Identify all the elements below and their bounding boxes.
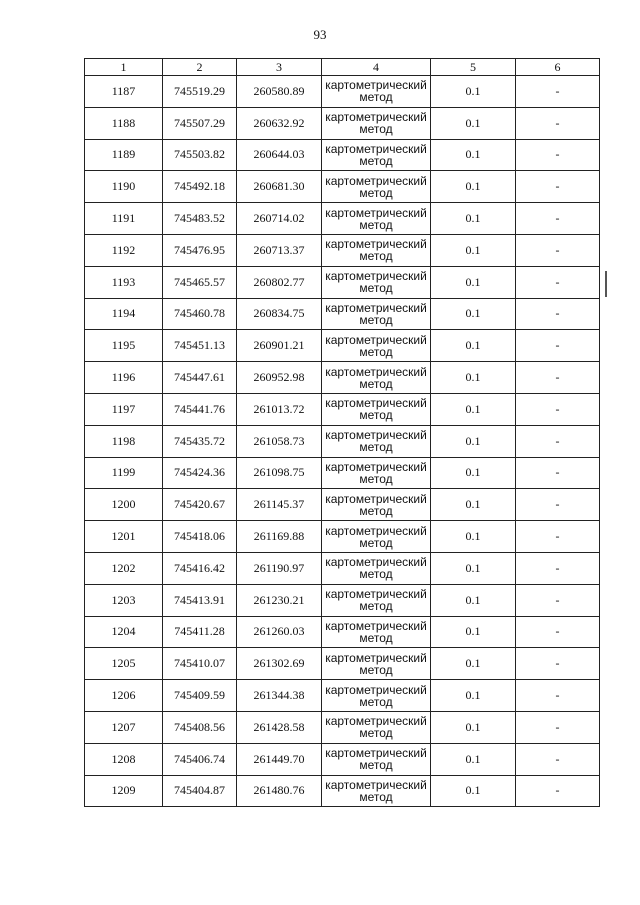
method-line-2: метод (359, 185, 393, 200)
method-line-2: метод (359, 503, 393, 518)
x-coordinate-cell: 745409.59 (163, 680, 237, 712)
table-row (85, 552, 600, 584)
note-cell: - (516, 489, 600, 521)
x-coordinate-cell: 745451.13 (163, 330, 237, 362)
table-row (85, 711, 600, 743)
margin-mark (605, 271, 607, 297)
x-coordinate-cell: 745447.61 (163, 362, 237, 394)
page-number: 93 (313, 27, 327, 42)
accuracy-cell: 0.1 (431, 76, 516, 108)
method-cell (322, 203, 431, 235)
method-cell (322, 552, 431, 584)
method-line-1: картометрический (325, 300, 427, 315)
accuracy-cell: 0.1 (431, 266, 516, 298)
method-line-1: картометрический (325, 269, 427, 284)
method-line-2: метод (359, 758, 393, 773)
table-row (85, 266, 600, 298)
table-row (85, 139, 600, 171)
y-coordinate-cell: 261058.73 (237, 425, 322, 457)
note-cell: - (516, 139, 600, 171)
y-coordinate-cell: 260681.30 (237, 171, 322, 203)
note-cell: - (516, 171, 600, 203)
accuracy-cell: 0.1 (431, 489, 516, 521)
x-coordinate-cell: 745408.56 (163, 711, 237, 743)
y-coordinate-cell: 261344.38 (237, 680, 322, 712)
note-cell: - (516, 266, 600, 298)
method-line-2: метод (359, 217, 393, 232)
header-row (85, 59, 600, 76)
y-coordinate-cell: 260901.21 (237, 330, 322, 362)
method-cell (322, 584, 431, 616)
table-row (85, 743, 600, 775)
y-coordinate-cell: 261230.21 (237, 584, 322, 616)
y-coordinate-cell: 261260.03 (237, 616, 322, 648)
note-cell: - (516, 393, 600, 425)
note-cell: - (516, 743, 600, 775)
y-coordinate-cell: 261169.88 (237, 521, 322, 553)
point-number-cell: 1189 (85, 139, 163, 171)
method-line-1: картометрический (325, 173, 427, 188)
method-cell (322, 393, 431, 425)
table-row (85, 76, 600, 108)
column-header-4: 4 (322, 59, 431, 76)
note-cell: - (516, 203, 600, 235)
method-line-1: картометрический (325, 205, 427, 220)
accuracy-cell: 0.1 (431, 139, 516, 171)
method-line-2: метод (359, 153, 393, 168)
point-number-cell: 1207 (85, 711, 163, 743)
point-number-cell: 1193 (85, 266, 163, 298)
method-cell (322, 362, 431, 394)
accuracy-cell: 0.1 (431, 203, 516, 235)
note-cell: - (516, 107, 600, 139)
method-line-1: картометрический (325, 682, 427, 697)
method-line-1: картометрический (325, 428, 427, 443)
accuracy-cell: 0.1 (431, 552, 516, 584)
method-line-1: картометрический (325, 141, 427, 156)
method-line-1: картометрический (325, 523, 427, 538)
method-line-2: метод (359, 630, 393, 645)
note-cell: - (516, 234, 600, 266)
method-line-1: картометрический (325, 746, 427, 761)
accuracy-cell: 0.1 (431, 616, 516, 648)
table-row (85, 234, 600, 266)
accuracy-cell: 0.1 (431, 107, 516, 139)
method-cell (322, 775, 431, 807)
table-row (85, 362, 600, 394)
method-line-1: картометрический (325, 650, 427, 665)
point-number-cell: 1200 (85, 489, 163, 521)
method-cell (322, 743, 431, 775)
note-cell: - (516, 425, 600, 457)
y-coordinate-cell: 261013.72 (237, 393, 322, 425)
method-line-1: картометрический (325, 777, 427, 792)
note-cell: - (516, 362, 600, 394)
table-row (85, 489, 600, 521)
column-header-6: 6 (516, 59, 600, 76)
note-cell: - (516, 584, 600, 616)
x-coordinate-cell: 745404.87 (163, 775, 237, 807)
point-number-cell: 1198 (85, 425, 163, 457)
method-cell (322, 521, 431, 553)
point-number-cell: 1208 (85, 743, 163, 775)
method-line-2: метод (359, 535, 393, 550)
accuracy-cell: 0.1 (431, 457, 516, 489)
table-row (85, 648, 600, 680)
accuracy-cell: 0.1 (431, 521, 516, 553)
method-line-2: метод (359, 281, 393, 296)
x-coordinate-cell: 745406.74 (163, 743, 237, 775)
accuracy-cell: 0.1 (431, 171, 516, 203)
method-line-2: метод (359, 789, 393, 804)
note-cell: - (516, 521, 600, 553)
method-line-1: картометрический (325, 555, 427, 570)
y-coordinate-cell: 261190.97 (237, 552, 322, 584)
table-row (85, 203, 600, 235)
method-line-2: метод (359, 312, 393, 327)
accuracy-cell: 0.1 (431, 775, 516, 807)
table-row (85, 616, 600, 648)
method-line-1: картометрический (325, 618, 427, 633)
method-line-2: метод (359, 408, 393, 423)
note-cell: - (516, 552, 600, 584)
x-coordinate-cell: 745492.18 (163, 171, 237, 203)
y-coordinate-cell: 261098.75 (237, 457, 322, 489)
method-line-1: картометрический (325, 714, 427, 729)
y-coordinate-cell: 261302.69 (237, 648, 322, 680)
note-cell: - (516, 330, 600, 362)
x-coordinate-cell: 745410.07 (163, 648, 237, 680)
method-cell (322, 298, 431, 330)
method-line-1: картометрический (325, 332, 427, 347)
table-row (85, 521, 600, 553)
method-cell (322, 457, 431, 489)
point-number-cell: 1195 (85, 330, 163, 362)
method-line-2: метод (359, 599, 393, 614)
x-coordinate-cell: 745413.91 (163, 584, 237, 616)
method-cell (322, 107, 431, 139)
accuracy-cell: 0.1 (431, 234, 516, 266)
x-coordinate-cell: 745503.82 (163, 139, 237, 171)
point-number-cell: 1202 (85, 552, 163, 584)
x-coordinate-cell: 745519.29 (163, 76, 237, 108)
y-coordinate-cell: 261449.70 (237, 743, 322, 775)
point-number-cell: 1206 (85, 680, 163, 712)
note-cell: - (516, 711, 600, 743)
table-row (85, 298, 600, 330)
column-header-2: 2 (163, 59, 237, 76)
x-coordinate-cell: 745507.29 (163, 107, 237, 139)
x-coordinate-cell: 745418.06 (163, 521, 237, 553)
method-cell (322, 266, 431, 298)
y-coordinate-cell: 260632.92 (237, 107, 322, 139)
y-coordinate-cell: 261145.37 (237, 489, 322, 521)
note-cell: - (516, 457, 600, 489)
note-cell: - (516, 775, 600, 807)
point-number-cell: 1188 (85, 107, 163, 139)
point-number-cell: 1196 (85, 362, 163, 394)
y-coordinate-cell: 261480.76 (237, 775, 322, 807)
x-coordinate-cell: 745416.42 (163, 552, 237, 584)
table-body (85, 76, 600, 807)
method-line-2: метод (359, 344, 393, 359)
method-line-1: картометрический (325, 396, 427, 411)
method-line-2: метод (359, 90, 393, 105)
table-row (85, 457, 600, 489)
x-coordinate-cell: 745435.72 (163, 425, 237, 457)
point-number-cell: 1191 (85, 203, 163, 235)
y-coordinate-cell: 260952.98 (237, 362, 322, 394)
method-cell (322, 139, 431, 171)
y-coordinate-cell: 260714.02 (237, 203, 322, 235)
table-row (85, 775, 600, 807)
x-coordinate-cell: 745424.36 (163, 457, 237, 489)
method-line-2: метод (359, 567, 393, 582)
x-coordinate-cell: 745460.78 (163, 298, 237, 330)
table-row (85, 330, 600, 362)
point-number-cell: 1199 (85, 457, 163, 489)
method-cell (322, 425, 431, 457)
y-coordinate-cell: 260580.89 (237, 76, 322, 108)
accuracy-cell: 0.1 (431, 362, 516, 394)
note-cell: - (516, 76, 600, 108)
point-number-cell: 1192 (85, 234, 163, 266)
y-coordinate-cell: 260802.77 (237, 266, 322, 298)
accuracy-cell: 0.1 (431, 330, 516, 362)
x-coordinate-cell: 745420.67 (163, 489, 237, 521)
x-coordinate-cell: 745465.57 (163, 266, 237, 298)
method-line-1: картометрический (325, 459, 427, 474)
method-cell (322, 234, 431, 266)
point-number-cell: 1194 (85, 298, 163, 330)
point-number-cell: 1203 (85, 584, 163, 616)
accuracy-cell: 0.1 (431, 680, 516, 712)
point-number-cell: 1205 (85, 648, 163, 680)
method-cell (322, 648, 431, 680)
method-cell (322, 489, 431, 521)
point-number-cell: 1209 (85, 775, 163, 807)
column-header-5: 5 (431, 59, 516, 76)
method-line-2: метод (359, 440, 393, 455)
point-number-cell: 1190 (85, 171, 163, 203)
note-cell: - (516, 680, 600, 712)
table-header (85, 59, 600, 76)
method-cell (322, 680, 431, 712)
note-cell: - (516, 648, 600, 680)
method-line-2: метод (359, 376, 393, 391)
method-cell (322, 711, 431, 743)
table-row (85, 171, 600, 203)
method-line-2: метод (359, 694, 393, 709)
method-line-2: метод (359, 471, 393, 486)
table-row (85, 393, 600, 425)
note-cell: - (516, 616, 600, 648)
table-row (85, 107, 600, 139)
method-line-1: картометрический (325, 587, 427, 602)
method-line-2: метод (359, 726, 393, 741)
coordinates-table (84, 58, 600, 807)
x-coordinate-cell: 745483.52 (163, 203, 237, 235)
method-cell (322, 616, 431, 648)
accuracy-cell: 0.1 (431, 648, 516, 680)
method-line-2: метод (359, 122, 393, 137)
point-number-cell: 1204 (85, 616, 163, 648)
y-coordinate-cell: 260713.37 (237, 234, 322, 266)
method-line-2: метод (359, 249, 393, 264)
y-coordinate-cell: 260644.03 (237, 139, 322, 171)
x-coordinate-cell: 745411.28 (163, 616, 237, 648)
x-coordinate-cell: 745441.76 (163, 393, 237, 425)
column-header-1: 1 (85, 59, 163, 76)
table-row (85, 680, 600, 712)
method-line-1: картометрический (325, 237, 427, 252)
point-number-cell: 1201 (85, 521, 163, 553)
accuracy-cell: 0.1 (431, 711, 516, 743)
accuracy-cell: 0.1 (431, 743, 516, 775)
y-coordinate-cell: 260834.75 (237, 298, 322, 330)
accuracy-cell: 0.1 (431, 584, 516, 616)
note-cell: - (516, 298, 600, 330)
method-line-1: картометрический (325, 491, 427, 506)
accuracy-cell: 0.1 (431, 393, 516, 425)
point-number-cell: 1187 (85, 76, 163, 108)
table-row (85, 584, 600, 616)
accuracy-cell: 0.1 (431, 425, 516, 457)
accuracy-cell: 0.1 (431, 298, 516, 330)
y-coordinate-cell: 261428.58 (237, 711, 322, 743)
point-number-cell: 1197 (85, 393, 163, 425)
method-line-2: метод (359, 662, 393, 677)
method-line-1: картометрический (325, 78, 427, 93)
method-line-1: картометрический (325, 110, 427, 125)
method-cell (322, 76, 431, 108)
method-cell (322, 330, 431, 362)
x-coordinate-cell: 745476.95 (163, 234, 237, 266)
method-cell (322, 171, 431, 203)
method-line-1: картометрический (325, 364, 427, 379)
table-row (85, 425, 600, 457)
column-header-3: 3 (237, 59, 322, 76)
